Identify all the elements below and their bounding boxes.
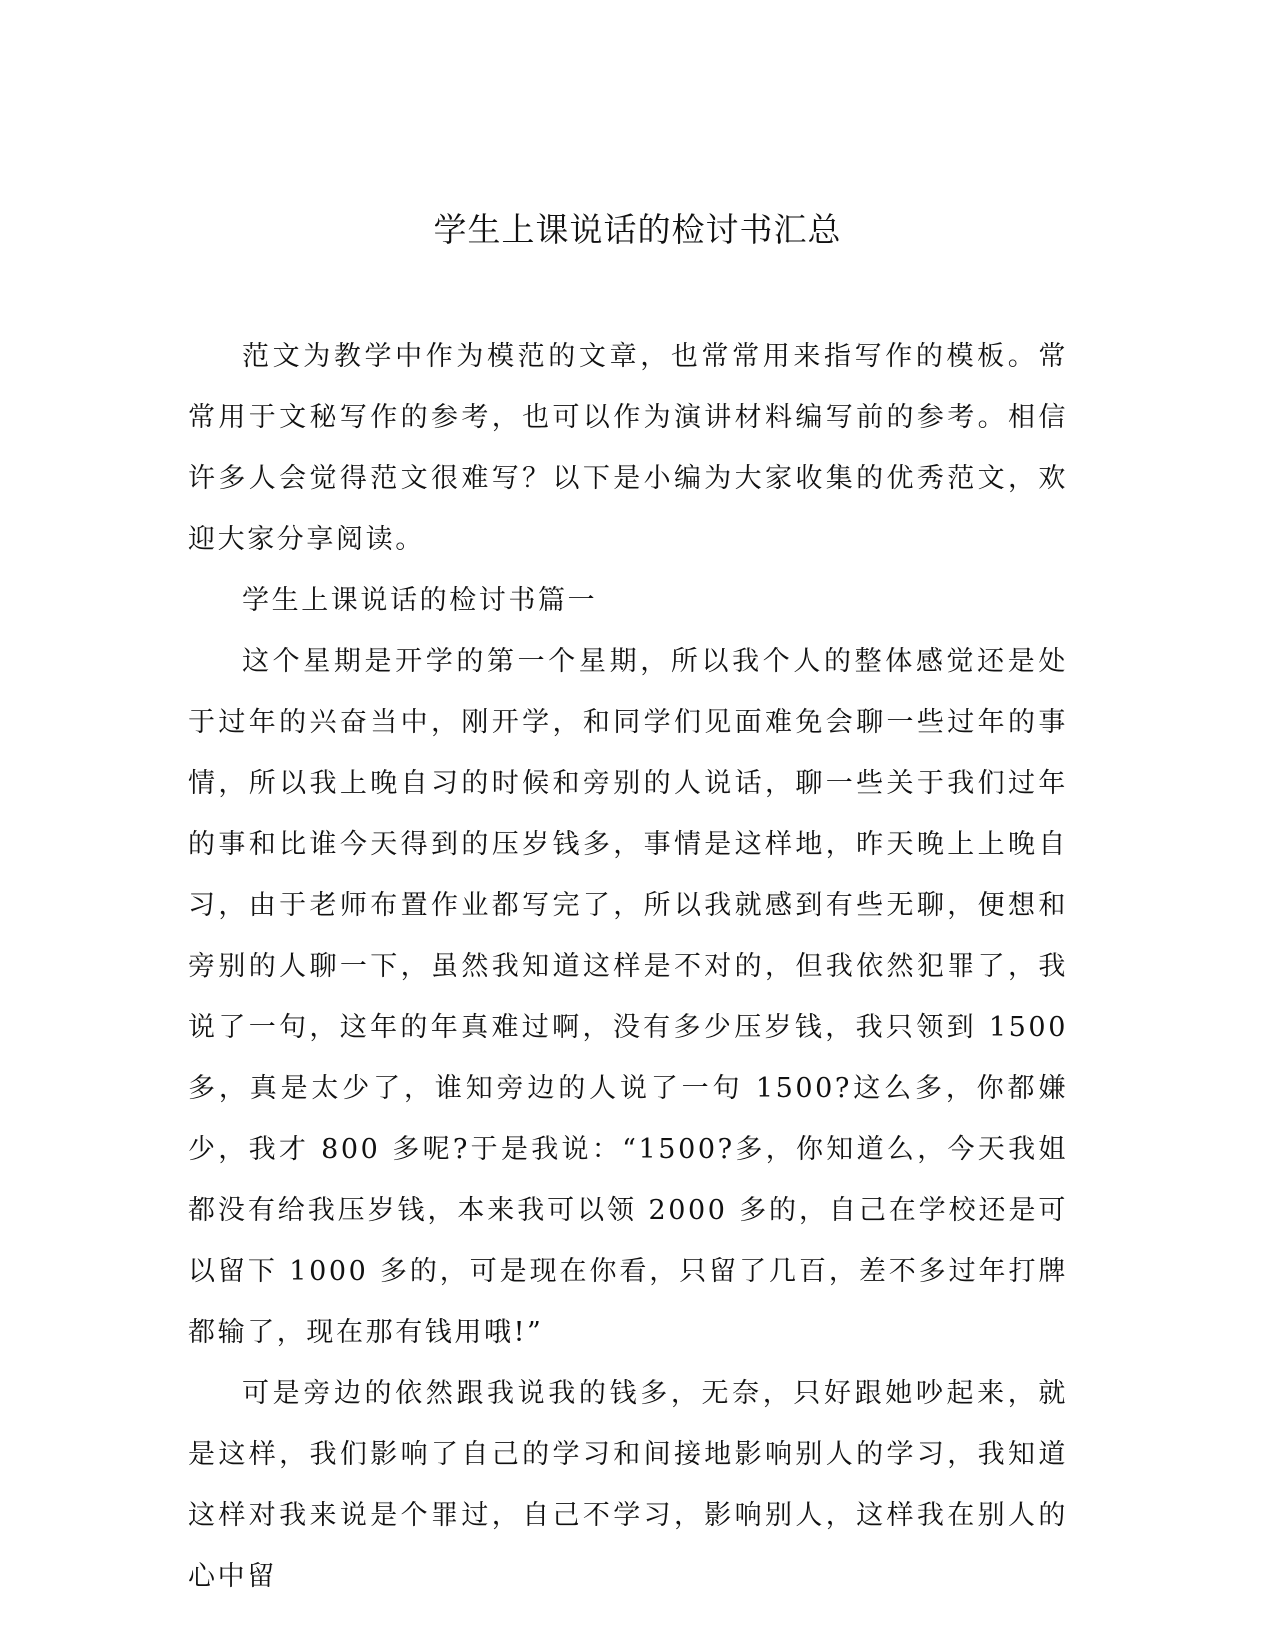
intro-paragraph: 范文为教学中作为模范的文章，也常常用来指写作的模板。常常用于文秘写作的参考，也可以作为演讲材料编写前的参考。相信许多人会觉得范文很难写？以下是小编为大家收集的优秀范文，欢迎大家分享阅读。 [188, 341, 1068, 555]
body-paragraph: 可是旁边的依然跟我说我的钱多，无奈，只好跟她吵起来，就是这样，我们影响了自己的学习和间接地影响别人的学习，我知道这样对我来说是个罪过，自己不学习，影响别人，这样我在别人的心中留 [188, 1378, 1068, 1592]
document-body [188, 326, 1068, 1607]
section-heading: 学生上课说话的检讨书篇一 [242, 585, 598, 616]
document-title: 学生上课说话的检讨书汇总 [433, 210, 842, 249]
body-paragraph: 这个星期是开学的第一个星期，所以我个人的整体感觉还是处于过年的兴奋当中，刚开学，和同学们见面难免会聊一些过年的事情，所以我上晚自习的时候和旁别的人说话，聊一些关于我们过年的事和比谁今天得到的压岁钱多，事情是这样地，昨天晚上上晚自习，由于老师布置作业都写完了，所以我就感到有些无聊，便想和旁别的人聊一下，虽然我知道这样是不对的，但我依然犯罪了，我说了一句，这年的年真难过啊，没有多少压岁钱，我只领到 1500 多，真是太少了，谁知旁边的人说了一句 1500?这么多，你都嫌少，我才 800 多呢?于是我说：“1500?多，你知道么，今天我姐都没有给我压岁钱，本来我可以领 2000 多的，自己在学校还是可以留下 1000 多的，可是现在你看，只留了几百，差不多过年打牌都输了，现在那有钱用哦!” [188, 646, 1068, 1348]
